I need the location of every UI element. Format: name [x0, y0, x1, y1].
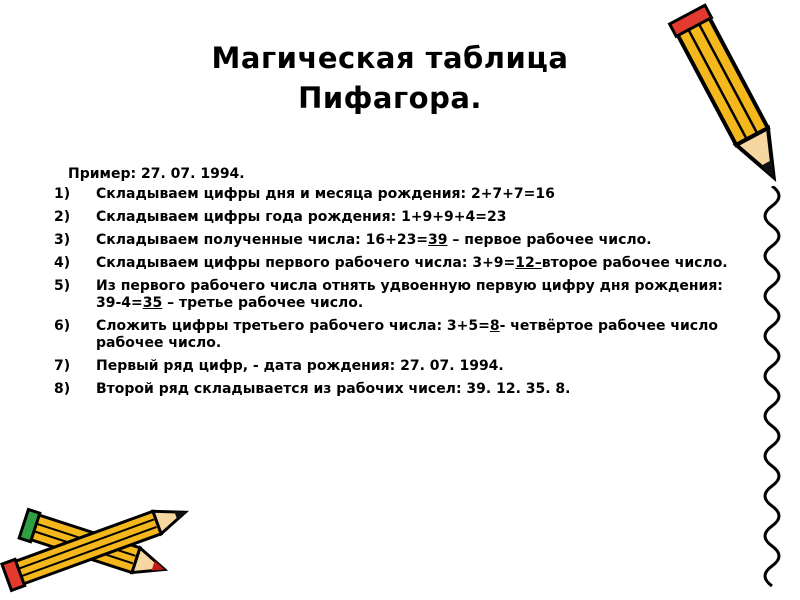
step-result: 39 — [428, 232, 448, 248]
list-item — [54, 278, 734, 312]
step-result: 35 — [142, 295, 163, 311]
step-number: 3) — [54, 232, 71, 248]
step-result: 12– — [515, 255, 542, 271]
title-line-2: Пифагора. — [298, 81, 482, 115]
step-text-tail: - четвёртое рабочее число рабочее число. — [96, 318, 718, 351]
list-item — [54, 209, 734, 226]
spiral-decoration — [752, 186, 792, 596]
step-number: 6) — [54, 318, 71, 334]
step-text: Складываем цифры дня и месяца рождения: 2+7+7=16 — [96, 186, 555, 202]
step-text: Из первого рабочего числа отнять удвоенную первую цифру дня рождения: 39-4= — [96, 278, 723, 311]
page-title — [150, 38, 630, 118]
list-item — [54, 358, 734, 375]
step-number: 8) — [54, 381, 71, 397]
pencil-icon — [660, 0, 800, 195]
step-number: 5) — [54, 278, 71, 294]
step-text: Складываем цифры года рождения: 1+9+9+4=23 — [96, 209, 507, 225]
crossed-pencils-icon — [0, 480, 200, 600]
step-text: Второй ряд складывается из рабочих чисел: 39. 12. 35. 8. — [96, 381, 571, 397]
step-text-tail: – первое рабочее число. — [447, 232, 652, 248]
steps-list — [54, 186, 734, 404]
step-number: 7) — [54, 358, 71, 374]
title-line-1: Магическая таблица — [211, 41, 569, 75]
step-text: Складываем цифры первого рабочего числа: 3+9= — [96, 255, 516, 271]
list-item — [54, 186, 734, 203]
example-date: Пример: 27. 07. 1994. — [68, 166, 245, 182]
step-result: 8 — [489, 318, 500, 334]
step-text: Первый ряд цифр, - дата рождения: 27. 07. 1994. — [96, 358, 504, 374]
list-item — [54, 255, 734, 272]
list-item — [54, 381, 734, 398]
step-text: Сложить цифры третьего рабочего числа: 3+5= — [96, 318, 490, 334]
step-number: 1) — [54, 186, 71, 202]
step-text-tail: – третье рабочее число. — [162, 295, 364, 311]
step-text: Складываем полученные числа: 16+23= — [96, 232, 429, 248]
step-number: 2) — [54, 209, 71, 225]
step-text-tail: второе рабочее число. — [541, 255, 728, 271]
list-item — [54, 232, 734, 249]
list-item — [54, 318, 734, 352]
step-number: 4) — [54, 255, 71, 271]
